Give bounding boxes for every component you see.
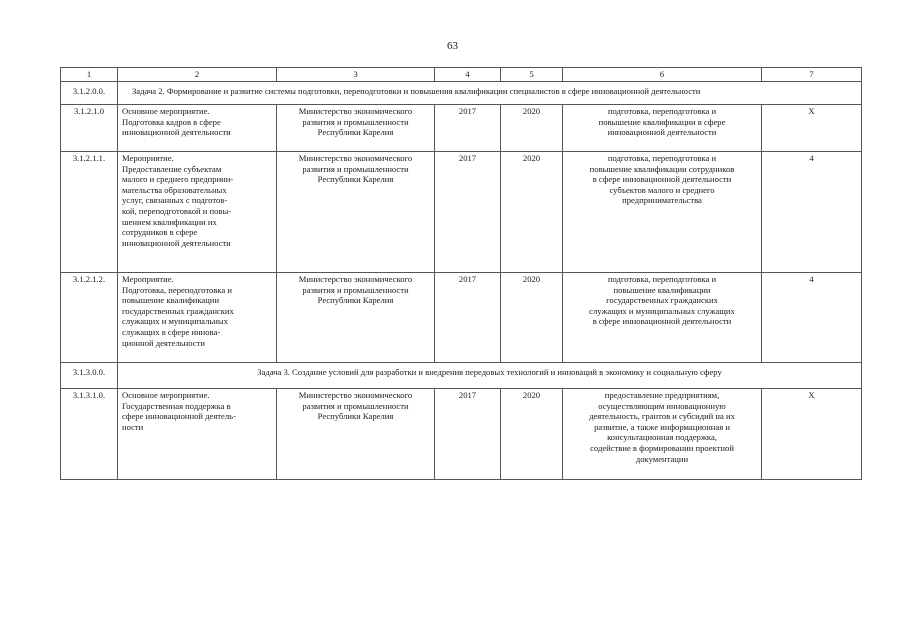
item-end-year: 2020	[501, 273, 563, 363]
item-number: 3.1.3.1.0.	[61, 389, 118, 480]
item-end-year: 2020	[501, 389, 563, 480]
item-executor: Министерство экономического развития и промышленности Республики Карелия	[277, 105, 435, 152]
item-number: 3.1.2.1.0	[61, 105, 118, 152]
page-number: 63	[447, 40, 458, 52]
item-link: 4	[762, 273, 862, 363]
item-end-year: 2020	[501, 105, 563, 152]
item-result: подготовка, переподготовка и повышение квалификации в сфере инновационной деятельности	[563, 105, 762, 152]
item-name: Мероприятие. Подготовка, переподготовка и повышение квалификации государственных гражданских служащих и муниципальных служащих в сфере иннова- ционной деятельности	[118, 273, 277, 363]
header-cell-4: 4	[435, 68, 501, 82]
header-cell-1: 1	[61, 68, 118, 82]
header-cell-5: 5	[501, 68, 563, 82]
task-number: 3.1.3.0.0.	[61, 363, 118, 389]
item-name: Основное мероприятие. Государственная поддержка в сфере инновационной деятель- ности	[118, 389, 277, 480]
item-executor: Министерство экономического развития и промышленности Республики Карелия	[277, 152, 435, 273]
header-cell-3: 3	[277, 68, 435, 82]
header-cell-2: 2	[118, 68, 277, 82]
task-title: Задача 3. Создание условий для разработки и внедрения передовых технологий и инноваций в экономику и социальную сферу	[118, 363, 862, 389]
item-name: Основное мероприятие. Подготовка кадров в сфере инновационной деятельности	[118, 105, 277, 152]
table-header-row	[61, 68, 862, 82]
item-start-year: 2017	[435, 273, 501, 363]
header-cell-6: 6	[563, 68, 762, 82]
table-row	[61, 152, 862, 273]
item-link: 4	[762, 152, 862, 273]
item-result: предоставление предприятиям, осуществляющим инновационную деятельность, грантов и субсидий на их развитие, а также информационная и консультационная поддержка, содействие в формировании проектной документации	[563, 389, 762, 480]
item-executor: Министерство экономического развития и промышленности Республики Карелия	[277, 273, 435, 363]
item-number: 3.1.2.1.2.	[61, 273, 118, 363]
task-title: Задача 2. Формирование и развитие системы подготовки, переподготовки и повышения квалификации специалистов в сфере инновационной деятельности	[118, 82, 862, 105]
header-cell-7: 7	[762, 68, 862, 82]
item-start-year: 2017	[435, 105, 501, 152]
item-name: Мероприятие. Предоставление субъектам малого и среднего предприни- мательства образовательных услуг, связанных с подготов- кой, переподготовкой и повы- шением квалификации их сотрудников в сфере инновационной деятельности	[118, 152, 277, 273]
task-row	[61, 363, 862, 389]
item-end-year: 2020	[501, 152, 563, 273]
item-result: подготовка, переподготовка и повышение квалификации сотрудников в сфере инновационной деятельности субъектов малого и среднего предпринимательства	[563, 152, 762, 273]
item-result: подготовка, переподготовка и повышение квалификации государственных гражданских служащих и муниципальных служащих в сфере инновационной деятельности	[563, 273, 762, 363]
item-link: Х	[762, 105, 862, 152]
item-executor: Министерство экономического развития и промышленности Республики Карелия	[277, 389, 435, 480]
item-link: Х	[762, 389, 862, 480]
table-row	[61, 273, 862, 363]
table-row	[61, 105, 862, 152]
task-row	[61, 82, 862, 105]
item-start-year: 2017	[435, 152, 501, 273]
item-start-year: 2017	[435, 389, 501, 480]
program-table	[60, 67, 862, 480]
task-number: 3.1.2.0.0.	[61, 82, 118, 105]
item-number: 3.1.2.1.1.	[61, 152, 118, 273]
table-row	[61, 389, 862, 480]
